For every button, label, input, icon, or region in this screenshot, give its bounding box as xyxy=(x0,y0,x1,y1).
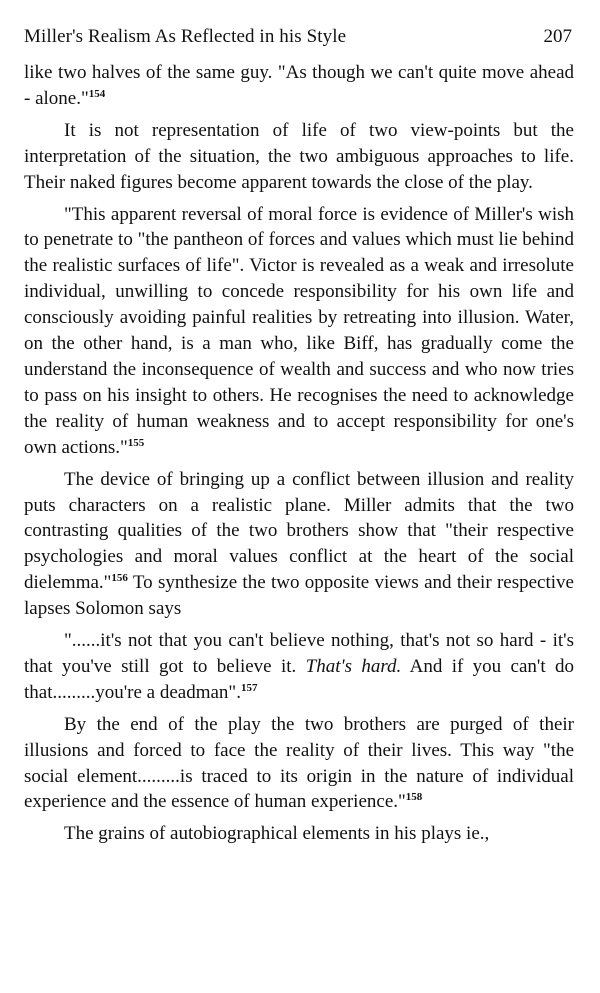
paragraph-6 xyxy=(24,712,574,816)
footnote-ref-157: 157 xyxy=(240,681,258,694)
page-number: 207 xyxy=(543,26,572,47)
paragraph-4-text-a: The device of bringing up a conflict between illusion and reality puts characters on a realistic plane. Miller admits that the two contrasting qualities of the two brothers show that "their respective psychologies and moral values conflict at the heart of the social dielemma." xyxy=(24,468,574,594)
footnote-ref-155: 155 xyxy=(127,436,145,449)
paragraph-4 xyxy=(24,467,574,622)
paragraph-2-text: It is not representation of life of two view-points but the interpretation of the situation, the two ambiguous approaches to life. Their naked figures become apparent towards the close of the play. xyxy=(24,119,574,193)
paragraph-7 xyxy=(24,821,574,847)
footnote-ref-158: 158 xyxy=(405,791,423,804)
footnote-ref-154: 154 xyxy=(88,87,106,100)
footnote-ref-156: 156 xyxy=(111,572,128,585)
paragraph-3-text: "This apparent reversal of moral force is evidence of Miller's wish to penetrate to "the pantheon of forces and values which must lie behind the realistic surfaces of life". Victor is revealed as a weak and irresolute individual, unwilling to concede responsibility for his own life and consciously avoiding painful realities by retreating into illusion. Water, on the other hand, is a man who, like Biff, has gradually come the understand the inconsequence of wealth and success and who now tries to pass on his insight to others. He recognises the need to acknowledge the reality of human weakness and to accept responsibility for one's own actions." xyxy=(24,203,574,458)
quotation-text-a: "......it's not that you can't believe nothing, that's not so hard - it's that you've still got to believe it. xyxy=(24,630,574,677)
paragraph-2 xyxy=(24,118,574,196)
paragraph-4-text-b: To synthesize the two opposite views and their respective lapses Solomon says xyxy=(24,572,574,620)
paragraph-6-text: By the end of the play the two brothers are purged of their illusions and forced to face the reality of their lives. This way "the social element.........is traced to its origin in the nature of individual experience and the essence of human experience." xyxy=(24,713,574,813)
quotation-text-b: And if you can't do that.........you're a deadman". xyxy=(24,655,574,703)
paragraph-1-text: like two halves of the same guy. "As though we can't quite move ahead - alone." xyxy=(24,62,574,109)
paragraph-1 xyxy=(24,60,574,112)
body-text xyxy=(24,60,574,847)
paragraph-3 xyxy=(24,202,574,461)
running-title: Miller's Realism As Reflected in his Style xyxy=(24,26,347,47)
running-header xyxy=(24,24,574,50)
quotation-emphasis: That's hard. xyxy=(305,655,402,677)
paragraph-7-text: The grains of autobiographical elements in his plays ie., xyxy=(64,823,490,845)
quotation-paragraph xyxy=(24,628,574,706)
